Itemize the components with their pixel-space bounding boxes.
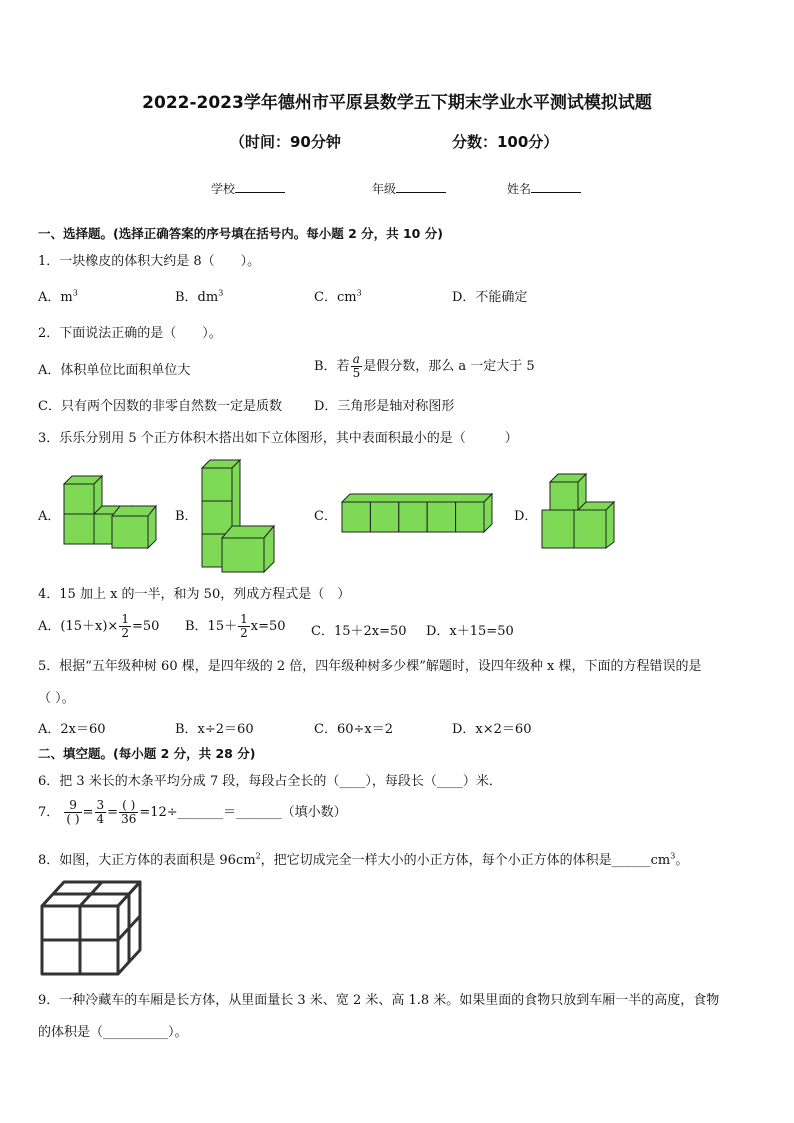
q4-option-a[interactable]: A．(15＋x)× $\frac{1}{2}$ =50 bbox=[38, 612, 160, 640]
q4-option-d[interactable]: D．x＋15=50 bbox=[426, 624, 514, 639]
name-blank[interactable] bbox=[531, 180, 581, 193]
school-field bbox=[211, 180, 285, 197]
grade-blank[interactable] bbox=[396, 180, 446, 193]
q3-figure-c bbox=[338, 492, 496, 534]
q3-option-c[interactable]: C． bbox=[314, 509, 337, 524]
q4-stem: 4．15 加上 x 的一半，和为 50，列成方程式是（ ） bbox=[38, 587, 351, 602]
fraction-one-half: $\frac{1}{2}$ bbox=[121, 612, 129, 640]
fraction-one-half-b: $\frac{1}{2}$ bbox=[240, 612, 248, 640]
q1-option-c[interactable]: C．$cm^3$ bbox=[314, 288, 362, 305]
q3-option-a[interactable]: A． bbox=[38, 509, 61, 524]
q5-option-c[interactable]: C．60÷x＝2 bbox=[314, 722, 393, 737]
q9-stem-line1: 9．一种冷藏车的车厢是长方体，从里面量长 3 米、宽 2 米、高 1.8 米。如果里面的食物只放到车厢一半的高度，食物 bbox=[38, 993, 720, 1008]
fraction-3-over-4: $\frac{3}{4}$ bbox=[96, 798, 105, 826]
q2-option-b[interactable]: B．若 $\frac{a}{5}$ 是假分数，那么 a 一定大于 5 bbox=[314, 352, 535, 380]
q3-figure-d bbox=[538, 472, 618, 552]
name-label: 姓名 bbox=[507, 182, 532, 196]
q3-stem: 3．乐乐分别用 5 个正方体积木搭出如下立体图形，其中表面积最小的是（ ） bbox=[38, 431, 518, 446]
q7-stem: 7． $\frac{9}{( )}$ = $\frac{3}{4}$ = $\frac{( )}{36}$ =12÷_______＝_______（填小数） bbox=[38, 798, 347, 826]
q4-option-b[interactable]: B．15＋ $\frac{1}{2}$ x=50 bbox=[185, 612, 286, 640]
q1-option-a[interactable]: A．$m^3$ bbox=[38, 288, 78, 305]
fraction-a-over-5: $\frac{a}{5}$ bbox=[352, 352, 361, 380]
q6-stem: 6．把 3 米长的木条平均分成 7 段，每段占全长的（____），每段长（____）米． bbox=[38, 774, 502, 789]
q9-stem-line2: 的体积是（__________）。 bbox=[38, 1025, 188, 1040]
q8-cube-figure bbox=[38, 878, 146, 978]
q3-option-d[interactable]: D． bbox=[514, 509, 538, 524]
fraction-9-over-blank: $\frac{9}{( )}$ bbox=[66, 798, 80, 826]
q8-stem: 8．如图，大正方体的表面积是 $96cm^2$，把它切成完全一样大小的小正方体，每个小正方体的体积是$\_\_\_\_\_\_cm^3$。 bbox=[38, 851, 689, 868]
section-2-heading: 二、填空题。(每小题 2 分，共 28 分) bbox=[38, 746, 256, 761]
fraction-blank-over-36: $\frac{( )}{36}$ bbox=[121, 798, 137, 826]
q2-stem: 2．下面说法正确的是（ ）。 bbox=[38, 326, 222, 341]
q5-option-a[interactable]: A．2x＝60 bbox=[38, 722, 106, 737]
q1-option-b[interactable]: B．$dm^3$ bbox=[175, 288, 224, 305]
school-label: 学校 bbox=[211, 182, 236, 196]
page-title: 2022-2023学年德州市平原县数学五下期末学业水平测试模拟试题 bbox=[142, 93, 652, 113]
grade-label: 年级 bbox=[372, 182, 397, 196]
grade-field bbox=[372, 180, 446, 197]
q3-figure-b bbox=[198, 458, 278, 574]
q3-figure-a bbox=[60, 474, 160, 550]
section-1-heading: 一、选择题。(选择正确答案的序号填在括号内。每小题 2 分，共 10 分) bbox=[38, 226, 443, 241]
q3-option-b[interactable]: B． bbox=[175, 509, 198, 524]
name-field bbox=[507, 180, 581, 197]
q5-stem-line1: 5．根据“五年级种树 60 棵，是四年级的 2 倍，四年级种树多少棵”解题时，设四年级种 x 棵，下面的方程错误的是 bbox=[38, 659, 702, 674]
q2-option-c[interactable]: C．只有两个因数的非零自然数一定是质数 bbox=[38, 399, 282, 414]
q1-stem: 1．一块橡皮的体积大约是 8（ ）。 bbox=[38, 254, 261, 269]
q4-option-c[interactable]: C．15＋2x=50 bbox=[311, 624, 407, 639]
exam-time: （时间：90分钟 bbox=[230, 133, 341, 151]
school-blank[interactable] bbox=[235, 180, 285, 193]
q2-option-d[interactable]: D．三角形是轴对称图形 bbox=[314, 399, 455, 414]
q2-option-a[interactable]: A．体积单位比面积单位大 bbox=[38, 363, 191, 378]
q5-stem-line2: （ ）。 bbox=[38, 691, 75, 706]
exam-score: 分数：100分） bbox=[452, 133, 559, 151]
q1-option-d[interactable]: D．不能确定 bbox=[452, 290, 528, 305]
q5-option-d[interactable]: D．x×2＝60 bbox=[452, 722, 532, 737]
q5-option-b[interactable]: B．x÷2＝60 bbox=[175, 722, 254, 737]
